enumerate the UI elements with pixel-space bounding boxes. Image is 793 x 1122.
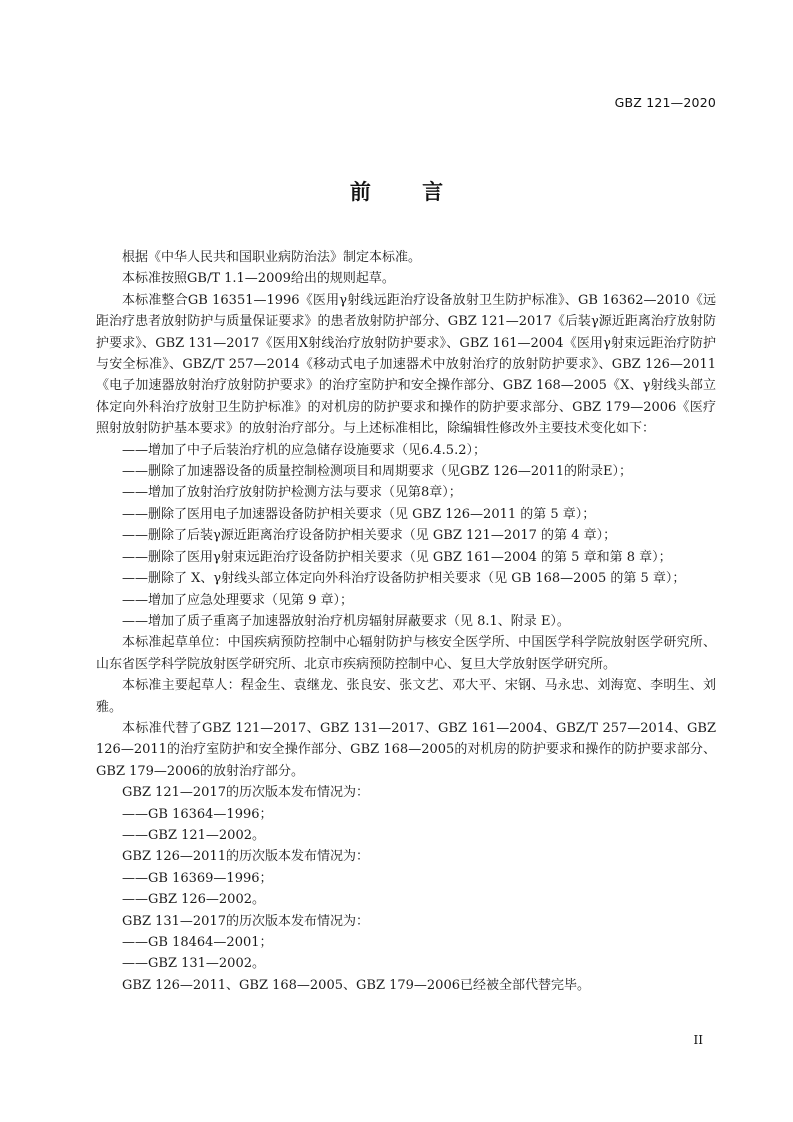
paragraph-drafting-units: 本标准起草单位：中国疾病预防控制中心辐射防护与核安全医学所、中国医学科学院放射医学研究所、山东省医学科学院放射医学研究所、北京市疾病预防控制中心、复旦大学放射医学研究所。 <box>96 635 716 672</box>
page-number: II <box>693 1033 703 1047</box>
history-heading: GBZ 131—2017的历次版本发布情况为： <box>122 913 370 929</box>
change-item: ——增加了质子重离子加速器放射治疗机房辐射屏蔽要求（见 8.1、附录 E）。 <box>122 613 570 629</box>
paragraph-drafting-rules: 本标准按照GB/T 1.1—2009给出的规则起草。 <box>122 271 395 287</box>
history-item: ——GBZ 121—2002。 <box>122 827 266 843</box>
history-item: ——GB 18464—2001； <box>122 935 273 950</box>
foreword-body <box>96 247 716 996</box>
history-item: ——GB 16364—1996； <box>122 806 273 822</box>
paragraph-drafters: 本标准主要起草人：程金生、袁继龙、张良安、张文艺、邓大平、宋钢、马永忠、刘海宽、李明生、刘雅。 <box>96 678 716 715</box>
history-item: ——GBZ 131—2002。 <box>122 956 266 972</box>
history-item: ——GBZ 126—2002。 <box>122 892 266 908</box>
change-item: ——删除了 X、γ射线头部立体定向外科治疗设备防护相关要求（见 GB 168—2005 的第 5 章）； <box>122 571 686 587</box>
change-item: ——删除了医用γ射束远距治疗设备防护相关要求（见 GBZ 161—2004 的第 5 章和第 8 章）； <box>122 549 672 565</box>
paragraph-basis: 根据《中华人民共和国职业病防治法》制定本标准。 <box>122 250 422 265</box>
history-item: ——GB 16369—1996； <box>122 870 273 886</box>
paragraph-replaced-note: GBZ 126—2011、GBZ 168—2005、GBZ 179—2006已经被全部代替完毕。 <box>122 977 591 993</box>
page-title: 前 言 <box>349 180 466 204</box>
history-heading: GBZ 126—2011的历次版本发布情况为： <box>122 849 370 865</box>
paragraph-integration: 本标准整合GB 16351—1996《医用γ射线远距治疗设备放射卫生防护标准》、GB 16362—2010《远距治疗患者放射防护与质量保证要求》的患者放射防护部分、GBZ 121—2017《后装γ源近距离治疗放射防护要求》、GBZ 131—2017《医用X射线治疗放射防护要求》、GBZ 161—2004《医用γ射束远距治疗防护与安全标准》、GBZ/T 257—2014《移动式电子加速器术中放射治疗的放射防护要求》、GBZ 126—2011《电子加速器放射治疗放射防护要求》的治疗室防护和安全操作部分、GBZ 168—2005《X、γ射线头部立体定向外科治疗放射卫生防护标准》的对机房的防护要求和操作的防护要求部分、GBZ 179—2006《医疗照射放射防护基本要求》的放射治疗部分。与上述标准相比，除编辑性修改外主要技术变化如下： <box>96 292 716 437</box>
change-item: ——删除了后装γ源近距离治疗设备防护相关要求（见 GBZ 121—2017 的第 4 章）； <box>122 528 617 544</box>
history-heading: GBZ 121—2017的历次版本发布情况为： <box>122 785 370 801</box>
standard-code: GBZ 121—2020 <box>614 95 716 110</box>
change-item: ——增加了中子后装治疗机的应急储存设施要求（见6.4.5.2）； <box>122 442 486 458</box>
change-item: ——删除了医用电子加速器设备防护相关要求（见 GBZ 126—2011 的第 5 章）； <box>122 506 596 522</box>
change-item: ——增加了放射治疗放射防护检测方法与要求（见第8章）； <box>122 485 462 501</box>
change-item: ——增加了应急处理要求（见第 9 章）； <box>122 592 354 608</box>
change-item: ——删除了加速器设备的质量控制检测项目和周期要求（见GBZ 126—2011的附录E）； <box>122 464 632 480</box>
paragraph-replaces: 本标准代替了GBZ 121—2017、GBZ 131—2017、GBZ 161—2004、GBZ/T 257—2014、GBZ 126—2011的治疗室防护和安全操作部分、GBZ 168—2005的对机房的防护要求和操作的防护要求部分、GBZ 179—2006的放射治疗部分。 <box>96 720 716 779</box>
